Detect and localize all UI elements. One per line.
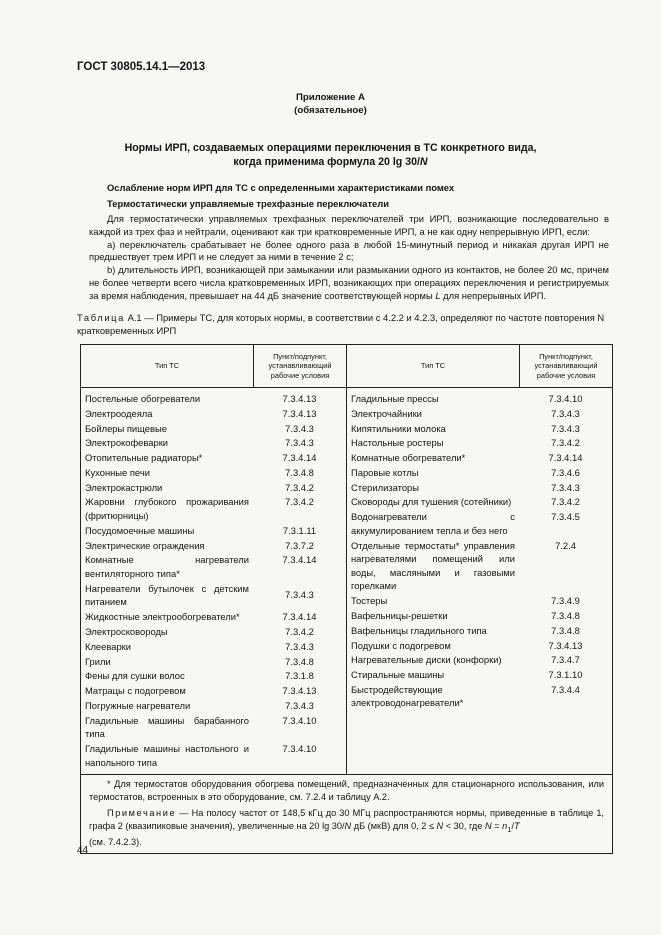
note-var-n: N	[344, 820, 352, 831]
clause-cell: 7.3.4.3	[551, 407, 580, 419]
clause-cell: 7.3.4.2	[285, 625, 314, 637]
device-type-cell: Отдельные термостаты* управления нагревателями помещений или воды, масляными и газовыми горелками	[351, 539, 515, 592]
paragraph-condition-b	[89, 264, 609, 302]
note-text-d: =	[491, 820, 503, 831]
main-title	[60, 141, 601, 169]
table-row	[81, 495, 346, 522]
note-text-a: — На полосу частот от 148,5 кГц до 30 МГц распространяются нормы, приведенные в таблице 1, графа 2 (квазипиковые значения), увеличенные на 20 lg 30/	[89, 807, 604, 831]
subsection-heading: Термостатически управляемые трехфазные переключатели	[107, 198, 389, 209]
clause-cell: 7.3.4.10	[282, 743, 317, 754]
clause-cell: 7.3.4.3	[285, 422, 314, 434]
clause-cell: 7.3.4.4	[551, 683, 580, 695]
table-row	[81, 699, 346, 713]
table-row	[81, 466, 346, 480]
device-type-cell: Клееварки	[85, 640, 132, 652]
clause-cell: 7.3.4.2	[285, 481, 314, 493]
device-type-cell: Гладильные машины настольного и напольного типа	[85, 743, 249, 768]
device-type-cell: Настольные ростеры	[351, 437, 444, 449]
table-row	[347, 510, 612, 537]
device-type-cell: Посудомоечные машины	[85, 524, 195, 536]
header-type-right: Тип ТС	[347, 345, 520, 388]
table-row	[347, 407, 612, 421]
table-row	[347, 624, 612, 638]
clause-cell: 7.3.4.3	[285, 640, 314, 652]
table-row	[81, 625, 346, 639]
device-type-cell: Жаровни глубокого прожаривания (фритюрницы)	[85, 496, 249, 522]
device-type-cell: Кухонные печи	[85, 466, 150, 478]
table-row	[347, 481, 612, 495]
device-type-cell: Стиральные машины	[351, 669, 445, 681]
device-type-cell: Нагревательные диски (конфорки)	[351, 654, 502, 666]
main-title-line2	[60, 155, 601, 169]
table-row	[347, 653, 612, 667]
table-footnote: * Для термостатов оборудования обогрева помещений, предназначенных для стационарного использования, или термостатов, встроенных в это оборудование, см. 7.2.4 и таблицу А.2.	[89, 779, 604, 803]
clause-cell: 7.3.1.10	[548, 669, 583, 681]
device-type-cell: Фены для сушки волос	[85, 670, 185, 682]
clause-cell: 7.3.4.10	[548, 393, 583, 404]
clause-cell: 7.3.4.13	[548, 639, 583, 651]
table-row	[347, 392, 612, 406]
clause-cell: 7.3.4.10	[282, 714, 317, 726]
annex-status: (обязательное)	[294, 105, 367, 116]
table-row	[81, 451, 346, 465]
table-footnote-cell	[81, 775, 613, 854]
left-column-block	[81, 388, 347, 775]
table-row	[347, 451, 612, 465]
table-body-row	[81, 388, 613, 775]
table-row	[347, 436, 612, 450]
main-title-formula: когда применима формула 20 lg 30/	[233, 156, 420, 168]
note-slash: /	[511, 820, 515, 831]
table-row	[81, 392, 346, 406]
condition-b-var: L	[435, 289, 441, 301]
header-type-left: Тип ТС	[81, 345, 254, 388]
clause-cell: 7.3.4.13	[282, 685, 317, 697]
device-type-cell: Отопительные радиаторы*	[85, 452, 203, 464]
note-text-e: (см. 7.4.2.3).	[89, 837, 142, 848]
header-clause-left: Пункт/подпункт, устанавливающий рабочие условия	[254, 345, 347, 388]
left-rows	[81, 388, 346, 774]
clause-cell: 7.3.4.14	[548, 452, 583, 464]
table-row	[81, 422, 346, 436]
clause-cell: 7.2.4	[555, 539, 576, 551]
device-type-cell: Стерилизаторы	[351, 481, 419, 493]
main-title-var: N	[419, 156, 428, 168]
table-header-row	[81, 345, 613, 388]
table-row	[347, 539, 612, 593]
device-type-cell: Гладильные прессы	[351, 393, 439, 404]
clause-cell: 7.3.4.8	[285, 466, 314, 478]
clause-cell: 7.3.4.13	[282, 407, 317, 419]
table-row	[81, 539, 346, 553]
paragraph-condition-a: а) переключатель срабатывает не более одного раза в любой 15-минутный период и никакая другая ИРП не предшествует трем ИРП и не следует за ними в течение 2 с;	[89, 238, 609, 263]
clause-cell: 7.3.4.6	[551, 466, 580, 478]
table-row	[347, 609, 612, 623]
note-var-n1: n	[502, 820, 508, 831]
table-footnote-row	[81, 775, 613, 854]
note-var-n-2: N	[436, 820, 444, 831]
table-caption-text: А.1 — Примеры ТС, для которых нормы, в соответствии с 4.2.2 и 4.2.3, определяют по частоте повторения N кратковременных ИРП	[77, 312, 605, 336]
clause-cell: 7.3.4.8	[551, 609, 580, 621]
device-type-cell: Бойлеры пищевые	[85, 422, 167, 434]
clause-cell: 7.3.4.14	[282, 611, 317, 623]
device-type-cell: Подушки с подогревом	[351, 639, 451, 651]
examples-table	[80, 344, 613, 854]
clause-cell: 7.3.4.9	[551, 595, 580, 607]
document-id: ГОСТ 30805.14.1—2013	[77, 61, 206, 73]
clause-cell: 7.3.4.3	[285, 699, 314, 711]
condition-b-text: b) длительность ИРП, возникающей при замыкании или размыкании одного из контактов, не более 20 мс, причем не более четверти всего числа кратковременных ИРП, возникающих при операциях переключения и регистрируемых за время наблюдения, превышает на 44 дБ значение соответствующей нормы	[89, 264, 609, 301]
main-title-line1: Нормы ИРП, создаваемых операциями переключения в ТС конкретного вида,	[124, 142, 537, 154]
table-row	[347, 668, 612, 682]
clause-cell: 7.3.4.8	[551, 624, 580, 636]
header-clause-right: Пункт/подпункт, устанавливающий рабочие условия	[520, 345, 613, 388]
clause-cell: 7.3.4.3	[285, 437, 314, 449]
annex-heading	[0, 91, 661, 117]
table-caption-label: Таблица	[77, 312, 125, 323]
device-type-cell: Паровые котлы	[351, 466, 419, 478]
table-row	[81, 524, 346, 538]
condition-b-tail: для непрерывных ИРП.	[440, 289, 547, 301]
table-row	[81, 669, 346, 683]
table-row	[347, 495, 612, 509]
device-type-cell: Погружные нагреватели	[85, 699, 191, 711]
table-row	[81, 714, 346, 741]
annex-title: Приложение А	[296, 92, 365, 103]
device-type-cell: Электрокастрюли	[85, 481, 163, 493]
note-var-n-3: N	[484, 820, 492, 831]
device-type-cell: Гладильные машины барабанного типа	[85, 714, 249, 740]
clause-cell: 7.3.4.7	[551, 654, 580, 666]
table-row	[81, 610, 346, 624]
table-row	[347, 683, 612, 710]
device-type-cell: Кипятильники молока	[351, 422, 446, 434]
clause-cell: 7.3.7.2	[285, 539, 314, 551]
device-type-cell: Быстродействующие электроводонагреватели*	[351, 683, 464, 709]
note-text-c: < 30, где	[443, 820, 485, 831]
table-caption	[77, 312, 615, 338]
paragraph-intro: Для термостатически управляемых трехфазных переключателей три ИРП, возникающие последовательно в каждой из трех фаз и нейтрали, оценивают как три кратковременные ИРП, а не как одну непрерывную ИРП, если:	[89, 213, 609, 237]
table-row	[347, 422, 612, 436]
device-type-cell: Комнатные нагреватели вентиляторного типа*	[85, 554, 249, 579]
device-type-cell: Электрические ограждения	[85, 539, 205, 551]
note-sub: 1	[507, 824, 512, 834]
device-type-cell: Вафельницы гладильного типа	[351, 624, 487, 636]
table-row	[347, 639, 612, 653]
note-var-t: T	[514, 820, 520, 831]
table-row	[81, 582, 346, 609]
section-heading: Ослабление норм ИРП для ТС с определенными характеристиками помех	[107, 182, 455, 193]
device-type-cell: Комнатные обогреватели*	[351, 452, 466, 464]
device-type-cell: Электрочайники	[351, 407, 422, 419]
table-row	[81, 684, 346, 698]
table-row	[81, 655, 346, 669]
table-row	[81, 742, 346, 769]
clause-cell: 7.3.4.2	[551, 437, 580, 449]
note-text-b: дБ (мкВ) для 0, 2 ≤	[351, 820, 437, 831]
clause-cell: 7.3.4.2	[285, 496, 314, 508]
device-type-cell: Грили	[85, 655, 111, 667]
table-row	[347, 466, 612, 480]
right-rows	[347, 388, 612, 715]
clause-cell: 7.3.4.13	[282, 393, 317, 404]
device-type-cell: Электрокофеварки	[85, 437, 169, 449]
device-type-cell: Жидкостные электрообогреватели*	[85, 611, 240, 623]
clause-cell: 7.3.4.3	[551, 422, 580, 434]
clause-cell: 7.3.4.5	[551, 511, 580, 523]
table-row	[81, 407, 346, 421]
device-type-cell: Вафельницы-решетки	[351, 609, 448, 621]
clause-cell: 7.3.1.11	[282, 524, 317, 536]
table-row	[81, 553, 346, 580]
device-type-cell: Матрацы с подогревом	[85, 685, 186, 697]
table-note	[89, 807, 604, 849]
device-type-cell: Электроодеяла	[85, 407, 153, 419]
table-row	[81, 436, 346, 450]
clause-cell: 7.3.1.8	[285, 670, 314, 682]
body-text	[89, 213, 609, 303]
clause-cell: 7.3.4.3	[285, 588, 314, 600]
clause-cell: 7.3.4.3	[551, 481, 580, 493]
page-number: 44	[77, 845, 89, 856]
note-label: Примечание	[107, 807, 177, 818]
device-type-cell: Тостеры	[351, 595, 388, 607]
clause-cell: 7.3.4.8	[285, 655, 314, 667]
clause-cell: 7.3.4.2	[551, 496, 580, 508]
table-row	[81, 481, 346, 495]
device-type-cell: Водонагреватели с аккумулированием тепла и без него	[351, 511, 515, 536]
device-type-cell: Сковороды для тушения (сотейники)	[351, 496, 512, 508]
clause-cell: 7.3.4.14	[282, 452, 317, 464]
device-type-cell: Электросковороды	[85, 625, 168, 637]
clause-cell: 7.3.4.14	[282, 554, 317, 566]
right-column-block	[347, 388, 613, 775]
table-row	[347, 594, 612, 608]
device-type-cell: Постельные обогреватели	[85, 393, 201, 404]
table-row	[81, 640, 346, 654]
device-type-cell: Нагреватели бутылочек с детским питанием	[85, 582, 249, 608]
